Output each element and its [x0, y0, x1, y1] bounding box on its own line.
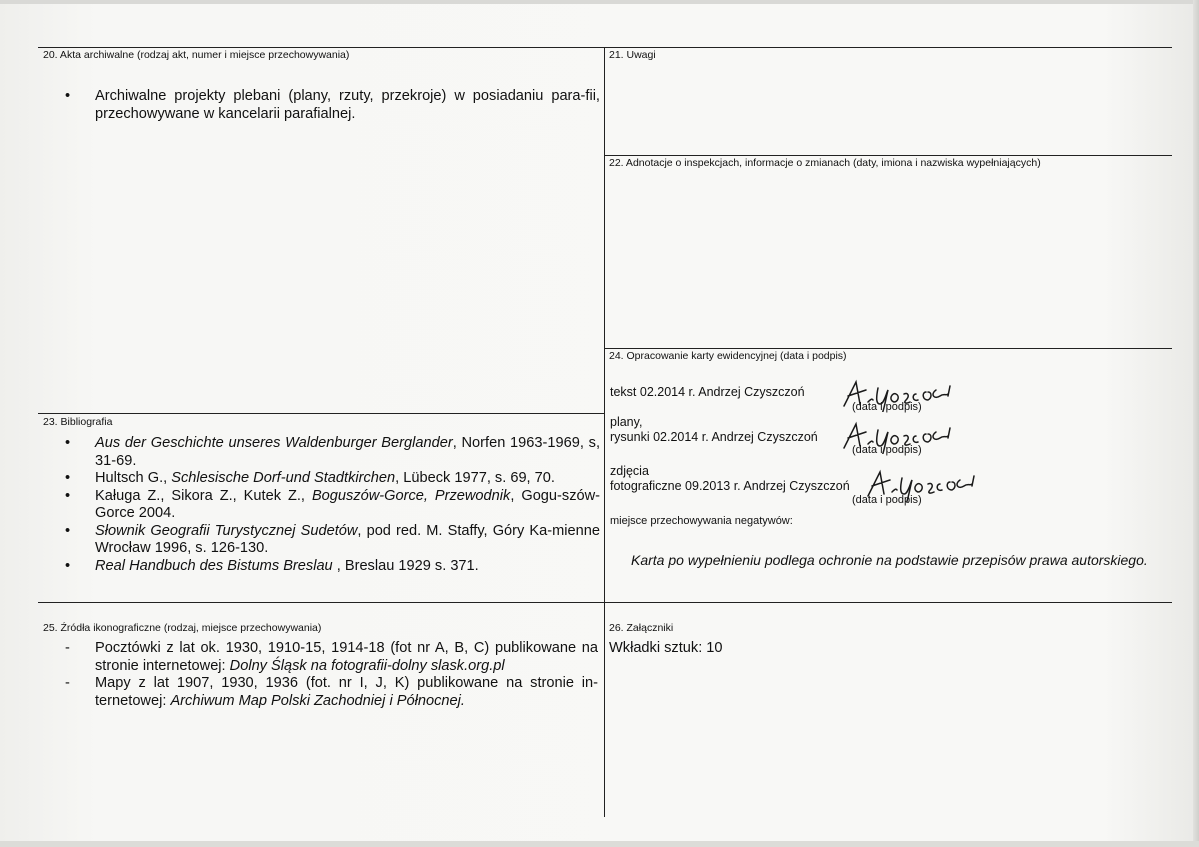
- list-item: - Pocztówki z lat ok. 1930, 1910-15, 1914-18 (fot nr A, B, C) publikowane na stronie internetowej: Dolny Śląsk na fotografii-dolny slask.org.pl: [65, 640, 598, 674]
- list-item: • Archiwalne projekty plebani (plany, rzuty, przekroje) w posiadaniu para-fii, przechowywane w kancelarii parafialnej.: [65, 88, 600, 122]
- negatives-storage-label: miejsce przechowywania negatywów:: [610, 515, 793, 527]
- list-item: • Real Handbuch des Bistums Breslau , Breslau 1929 s. 371.: [65, 557, 479, 574]
- section-22-label: 22. Adnotacje o inspekcjach, informacje o zmianach (daty, imiona i nazwiska wypełniających): [609, 157, 1041, 169]
- signature-row-plans-line: rysunki 02.2014 r. Andrzej Czyszczoń: [610, 430, 818, 444]
- rule-20-23: [38, 413, 605, 414]
- rule-center: [604, 47, 605, 817]
- section-26-label: 26. Załączniki: [609, 622, 674, 634]
- section-23-label: 23. Bibliografia: [43, 416, 113, 428]
- copyright-note: Karta po wypełnieniu podlega ochronie na podstawie przepisów prawa autorskiego.: [631, 552, 1148, 568]
- handwritten-signature: [862, 468, 1002, 502]
- signature-caption: (data i podpis): [852, 494, 922, 506]
- list-item: - Mapy z lat 1907, 1930, 1936 (fot. nr I, J, K) publikowane na stronie in-ternetowej: Archiwum Map Polski Zachodniej i Północnej.: [65, 675, 598, 709]
- signature-row-photos-line: fotograficzne 09.2013 r. Andrzej Czyszczoń: [610, 479, 850, 493]
- section-23-content: [38, 435, 600, 575]
- signature-caption: (data i podpis): [852, 401, 922, 413]
- iconographic-sources-list: [38, 640, 598, 710]
- rule-top: [38, 47, 1172, 48]
- section-25-label: 25. Źródła ikonograficzne (rodzaj, miejsce przechowywania): [43, 622, 322, 634]
- attachments-value: Wkładki sztuk: 10: [609, 640, 723, 656]
- section-20-content: [38, 88, 600, 123]
- list-item: • Słownik Geografii Turystycznej Sudetów, pod red. M. Staffy, Góry Ka-mienne Wrocław 1996, s. 126-130.: [65, 522, 600, 556]
- signature-row-text-line: tekst 02.2014 r. Andrzej Czyszczoń: [610, 385, 805, 399]
- scan-edge-bottom: [0, 841, 1199, 847]
- handwritten-signature: [838, 378, 978, 412]
- section-24-label: 24. Opracowanie karty ewidencyjnej (data i podpis): [609, 350, 847, 362]
- section-21-label: 21. Uwagi: [609, 49, 656, 61]
- scan-edge-top: [0, 0, 1199, 4]
- section-20-list: [38, 88, 600, 123]
- scan-edge-right: [1193, 0, 1199, 847]
- section-20-label: 20. Akta archiwalne (rodzaj akt, numer i miejsce przechowywania): [43, 49, 350, 61]
- signature-row-plans-pre: plany,: [610, 415, 643, 429]
- list-item: • Hultsch G., Schlesische Dorf-und Stadtkirchen, Lübeck 1977, s. 69, 70.: [65, 470, 555, 486]
- section-25-content: [38, 640, 598, 710]
- handwritten-signature: [838, 420, 978, 454]
- signature-caption: (data i podpis): [852, 444, 922, 456]
- rule-21-22: [604, 155, 1172, 156]
- rule-mid: [38, 602, 1172, 603]
- list-item: • Kaługa Z., Sikora Z., Kutek Z., Boguszów-Gorce, Przewodnik, Gogu-szów-Gorce 2004.: [65, 487, 601, 521]
- signature-row-photos-pre: zdjęcia: [610, 464, 649, 478]
- bibliography-list: [38, 435, 600, 575]
- list-item: • Aus der Geschichte unseres Waldenburger Berglander, Norfen 1963-1969, s, 31-69.: [65, 435, 601, 469]
- rule-22-24: [604, 348, 1172, 349]
